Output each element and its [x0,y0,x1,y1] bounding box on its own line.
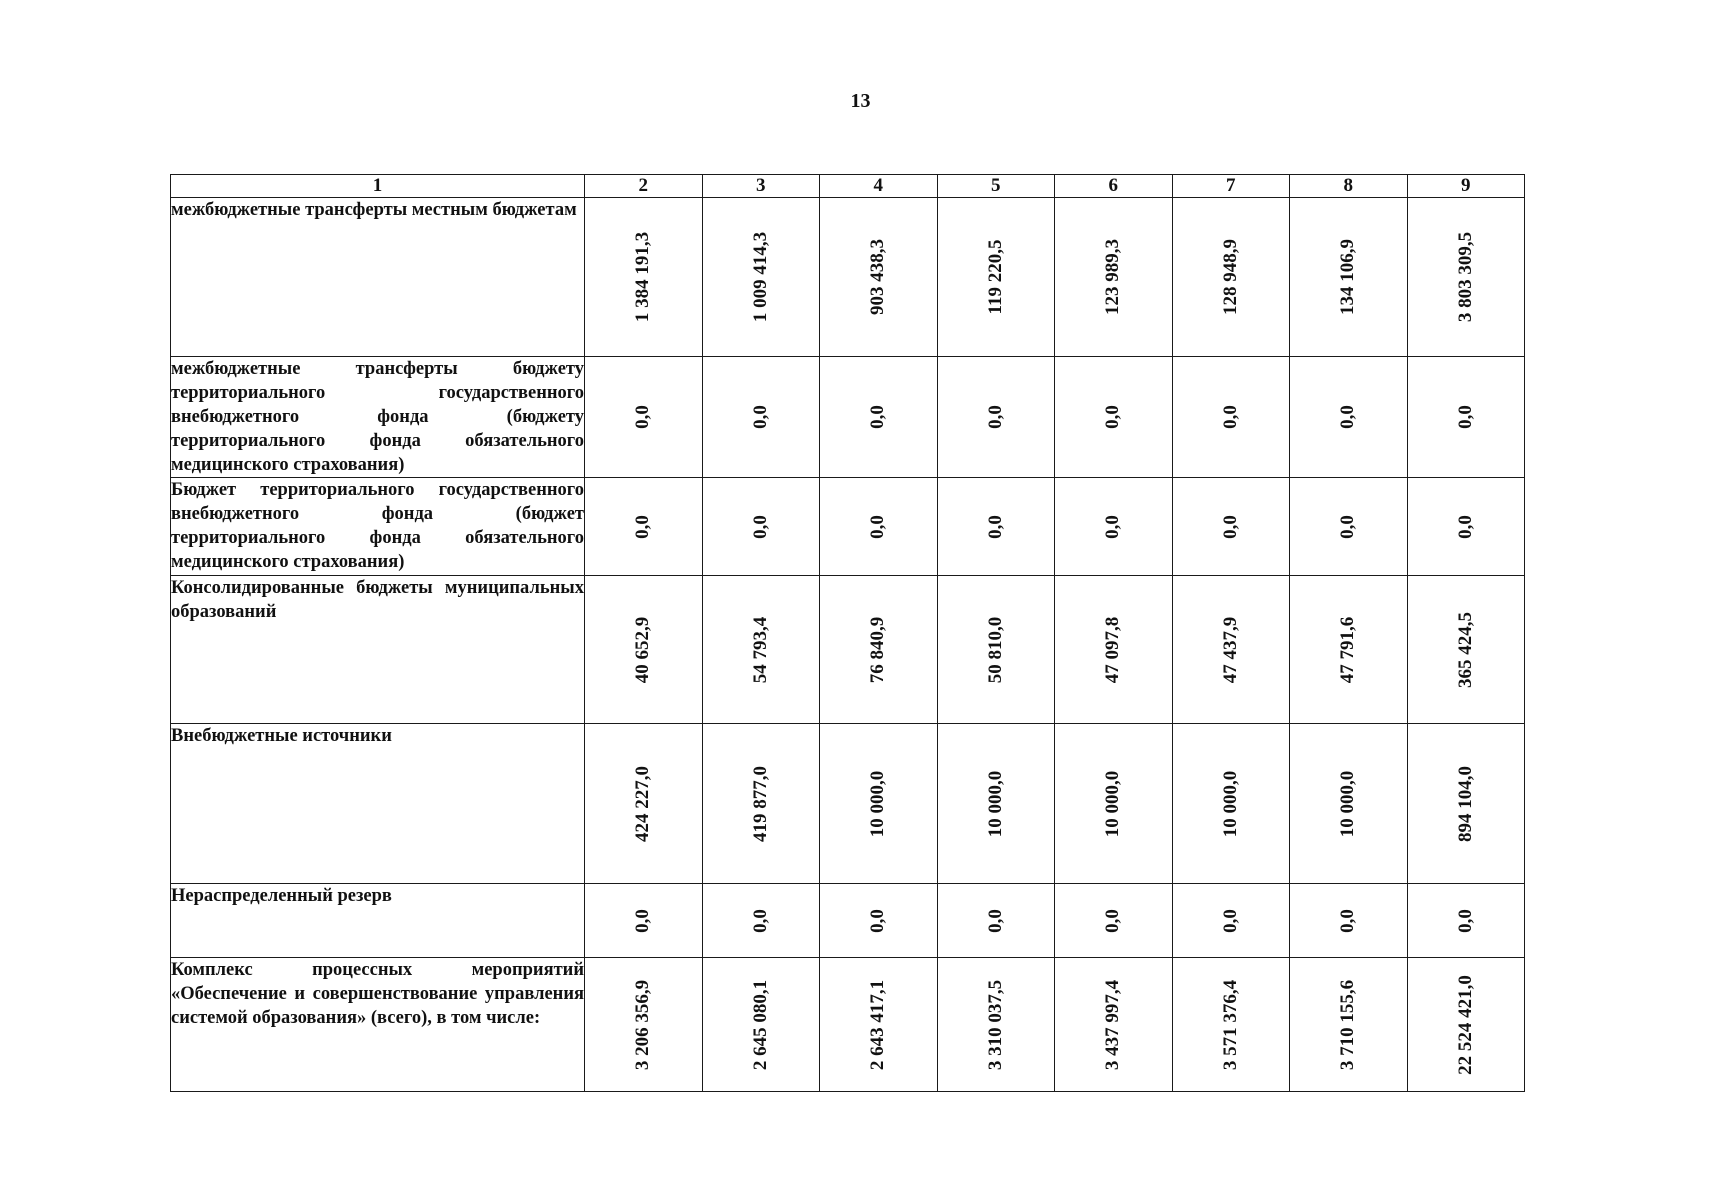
cell-value: 419 877,0 [749,765,771,842]
table-cell [1407,724,1525,884]
cell-value: 3 206 356,9 [632,979,654,1070]
table-cell [585,576,703,724]
cell-value: 3 803 309,5 [1454,231,1476,323]
cell-value: 0,0 [632,405,654,429]
cell-value: 894 104,0 [1454,765,1476,842]
table-cell [1407,884,1525,958]
table-cell [937,724,1055,884]
cell-value: 0,0 [1337,405,1359,429]
column-header-6: 6 [1055,175,1173,198]
table-cell [1055,478,1173,576]
cell-value: 0,0 [1102,908,1124,933]
table-cell [702,357,820,478]
row-label: Бюджет территориального государственного внебюджетного фонда (бюджет территориального фонда обязательного медицинского страхования) [171,478,585,576]
cell-value: 0,0 [867,405,889,429]
cell-value: 0,0 [867,514,889,539]
cell-value: 903 438,3 [867,239,889,315]
cell-value: 0,0 [749,514,771,539]
table-cell [1055,884,1173,958]
cell-value: 134 106,9 [1337,239,1359,315]
table-cell [1407,357,1525,478]
table-cell [1407,958,1525,1092]
table-cell [1172,478,1290,576]
table-cell [937,958,1055,1092]
table-cell [820,478,938,576]
table-row [171,576,1525,724]
cell-value: 0,0 [1454,908,1476,933]
column-header-2: 2 [585,175,703,198]
table-cell [1055,576,1173,724]
cell-value: 0,0 [984,908,1006,933]
cell-value: 0,0 [1219,908,1241,933]
table-cell [1172,724,1290,884]
table-cell [1290,724,1408,884]
cell-value: 0,0 [1454,405,1476,429]
table-cell [585,478,703,576]
cell-value: 2 643 417,1 [867,979,889,1070]
table-cell [937,884,1055,958]
cell-value: 424 227,0 [632,765,654,842]
table-cell [702,884,820,958]
cell-value: 0,0 [749,908,771,933]
cell-value: 3 437 997,4 [1102,979,1124,1070]
table-cell [1290,198,1408,357]
column-header-8: 8 [1290,175,1408,198]
cell-value: 0,0 [984,405,1006,429]
cell-value: 47 437,9 [1219,616,1241,683]
cell-value: 3 310 037,5 [984,979,1006,1070]
table-cell [702,576,820,724]
table-cell [820,884,938,958]
table-cell [820,958,938,1092]
table-cell [1290,958,1408,1092]
cell-value: 0,0 [1337,908,1359,933]
table-cell [1290,884,1408,958]
table-cell [585,958,703,1092]
table-cell [820,576,938,724]
table-cell [1407,576,1525,724]
column-header-5: 5 [937,175,1055,198]
table-cell [702,958,820,1092]
table-cell [937,198,1055,357]
cell-value: 0,0 [749,405,771,429]
cell-value: 365 424,5 [1454,611,1476,688]
table-cell [937,478,1055,576]
row-label: Комплекс процессных мероприятий «Обеспечение и совершенствование управления системой образования» (всего), в том числе: [171,958,585,1092]
table-cell [1407,478,1525,576]
cell-value: 3 710 155,6 [1337,979,1359,1070]
table-cell [1172,958,1290,1092]
cell-value: 47 791,6 [1337,616,1359,683]
column-header-4: 4 [820,175,938,198]
cell-value: 123 989,3 [1102,239,1124,315]
column-header-1: 1 [171,175,585,198]
page-number: 13 [850,90,871,112]
row-label: Консолидированные бюджеты муниципальных образований [171,576,585,724]
table-cell [820,724,938,884]
cell-value: 22 524 421,0 [1454,974,1476,1075]
cell-value: 10 000,0 [1102,770,1124,837]
row-label: межбюджетные трансферты бюджету территориального государственного внебюджетного фонда (бюджету территориального фонда обязательного медицинского страхования) [171,357,585,478]
table-cell [1290,478,1408,576]
table-row [171,198,1525,357]
cell-value: 1 009 414,3 [749,231,771,323]
table-row [171,884,1525,958]
table-cell [820,198,938,357]
cell-value: 10 000,0 [867,770,889,837]
table-cell [1407,198,1525,357]
table-cell [1172,884,1290,958]
column-header-3: 3 [702,175,820,198]
table-cell [820,357,938,478]
table-cell [1290,357,1408,478]
cell-value: 128 948,9 [1219,239,1241,315]
cell-value: 0,0 [632,514,654,539]
table-cell [585,884,703,958]
cell-value: 3 571 376,4 [1219,979,1241,1070]
table-cell [1055,724,1173,884]
table-cell [702,724,820,884]
table-cell [937,576,1055,724]
table-row [171,958,1525,1092]
table-row [171,478,1525,576]
table-cell [1290,576,1408,724]
cell-value: 0,0 [632,908,654,933]
table-cell [937,357,1055,478]
cell-value: 119 220,5 [984,239,1006,315]
table-row [171,357,1525,478]
cell-value: 0,0 [1102,405,1124,429]
cell-value: 40 652,9 [632,616,654,683]
table-cell [1172,198,1290,357]
row-label: Внебюджетные источники [171,724,585,884]
cell-value: 0,0 [1219,405,1241,429]
table-cell [1055,198,1173,357]
cell-value: 10 000,0 [1337,770,1359,837]
table-cell [702,198,820,357]
column-header-7: 7 [1172,175,1290,198]
cell-value: 0,0 [1102,514,1124,539]
cell-value: 76 840,9 [867,616,889,683]
table-cell [585,724,703,884]
cell-value: 1 384 191,3 [632,231,654,323]
budget-table [170,174,1525,1092]
column-header-9: 9 [1407,175,1525,198]
table-cell [1172,357,1290,478]
column-header-row [171,175,1525,198]
cell-value: 10 000,0 [984,770,1006,837]
table-cell [585,198,703,357]
cell-value: 0,0 [1454,514,1476,539]
row-label: Нераспределенный резерв [171,884,585,958]
table-cell [1055,958,1173,1092]
cell-value: 0,0 [984,514,1006,539]
cell-value: 54 793,4 [749,616,771,683]
cell-value: 0,0 [867,908,889,933]
cell-value: 50 810,0 [984,616,1006,683]
table-row [171,724,1525,884]
table-cell [702,478,820,576]
cell-value: 0,0 [1219,514,1241,539]
table-cell [1055,357,1173,478]
cell-value: 10 000,0 [1219,770,1241,837]
table-cell [1172,576,1290,724]
cell-value: 0,0 [1337,514,1359,539]
row-label: межбюджетные трансферты местным бюджетам [171,198,585,357]
table-cell [585,357,703,478]
cell-value: 2 645 080,1 [749,979,771,1070]
cell-value: 47 097,8 [1102,616,1124,683]
